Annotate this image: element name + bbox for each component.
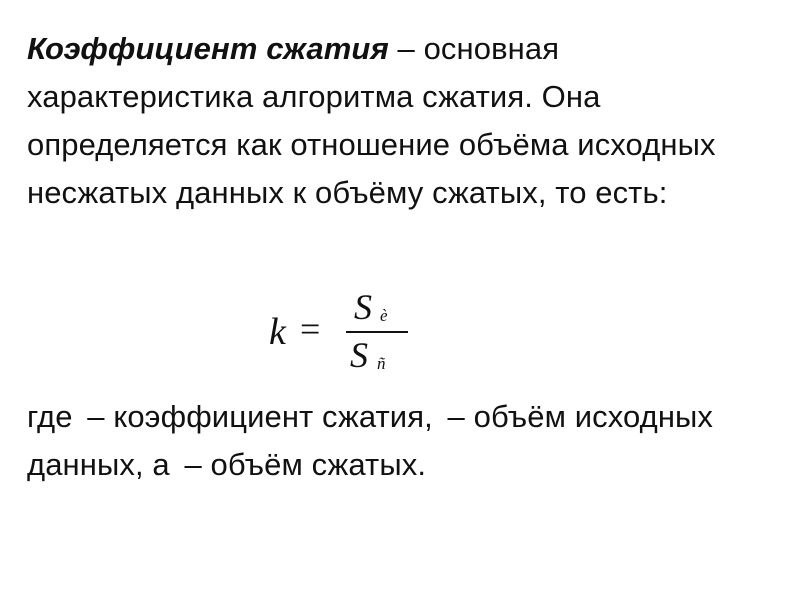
- compression-ratio-formula: [266, 286, 426, 378]
- term-compression-ratio: Коэффициент сжатия: [27, 31, 389, 66]
- formula-denominator: S: [350, 335, 368, 375]
- definition-paragraph: [27, 25, 777, 217]
- formula-numerator-subscript: è: [380, 306, 388, 325]
- formula-lhs: k: [269, 311, 286, 353]
- fraction-bar: [346, 331, 408, 333]
- definition-text: – основная характеристика алгоритма сжатия. Она определяется как отношение объёма исходных несжатых данных к объёму сжатых, то есть:: [27, 31, 716, 210]
- legend-paragraph: [27, 393, 777, 489]
- legend-ratio-desc: – коэффициент сжатия,: [87, 399, 433, 434]
- formula-numerator: S: [354, 287, 372, 327]
- formula-equals: =: [300, 309, 321, 349]
- legend-where: где: [27, 399, 73, 434]
- legend-compressed-desc: – объём сжатых.: [184, 447, 427, 482]
- legend-source-desc: – объём исходных данных, а: [27, 399, 714, 482]
- formula-denominator-subscript: ñ: [377, 354, 386, 373]
